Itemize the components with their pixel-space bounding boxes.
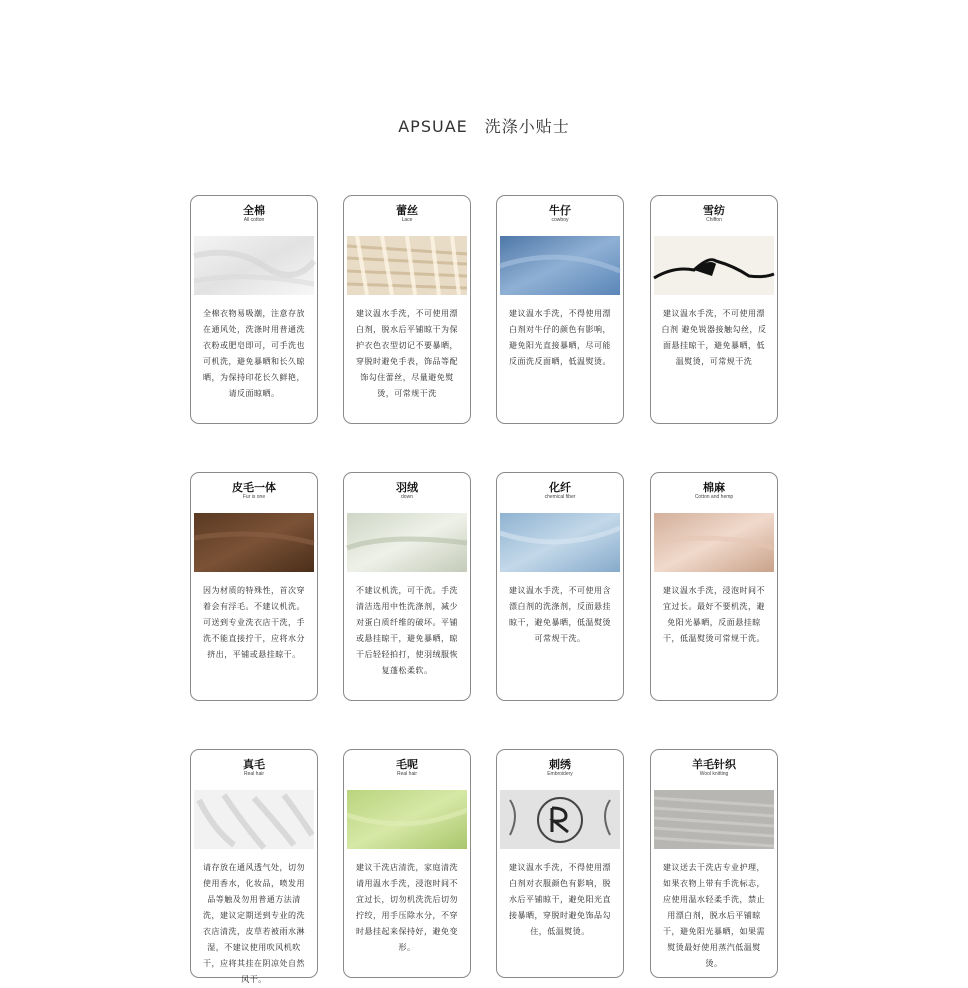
- card-en-name: Real hair: [396, 771, 417, 777]
- card-description: 全棉衣物易吸潮，注意存放在通风处，洗涤时用普通洗衣粉或肥皂即可，可手洗也可机洗，避免暴晒和长久晾晒，为保持印花长久鲜艳，请反面晾晒。: [203, 309, 305, 398]
- card-en-name: Embroidery: [547, 771, 573, 777]
- card-name: 羽绒: [396, 481, 418, 494]
- card-name: 羊毛针织: [692, 758, 736, 771]
- card-description: 不建议机洗，可干洗。手洗清洁选用中性洗涤剂，减少对蛋白质纤维的破坏。平铺或悬挂晾干，避免暴晒，晾干后轻轻拍打，使羽绒服恢复蓬松柔软。: [356, 586, 458, 675]
- card-denim: [496, 195, 624, 424]
- card-chemical-fiber: [496, 472, 624, 701]
- card-description: 请存放在通风透气处，切勿使用香水，化妆品，喷发用品等触及勿用普通方法清洗，建议定期送到专业的洗衣店清洗，皮草若被雨水淋湿，不建议使用吹风机吹干，应将其挂在阴凉处自然风干。: [203, 863, 305, 984]
- card-description: 因为材质的特殊性，首次穿着会有浮毛。不建议机洗。可送到专业洗衣店干洗，手洗不能直接拧干，应将水分挤出，平铺或悬挂晾干。: [203, 586, 305, 659]
- fabric-swatch-fur: [194, 513, 314, 572]
- card-cotton: [190, 195, 318, 424]
- card-name: 真毛: [243, 758, 265, 771]
- card-chiffon: [650, 195, 778, 424]
- card-wool-cloth: [343, 749, 471, 978]
- card-name: 皮毛一体: [232, 481, 276, 494]
- card-wool-knit: [650, 749, 778, 978]
- fabric-swatch-chiffon: [654, 236, 774, 295]
- card-description: 建议温水手洗，不可使用含漂白剂的洗涤剂，反面悬挂晾干，避免暴晒，低温熨烫可常规干洗。: [509, 586, 611, 643]
- card-name: 雪纺: [703, 204, 725, 217]
- card-description: 建议温水手洗，不可使用漂白剂，脱水后平铺晾干为保护衣色衣型切记不要暴晒，穿脱时避免手表，饰品等配饰勾住蕾丝，尽量避免熨烫，可常规干洗: [356, 309, 458, 398]
- card-name: 化纤: [549, 481, 571, 494]
- card-lace: [343, 195, 471, 424]
- card-embroidery: [496, 749, 624, 978]
- card-en-name: Cotton and hemp: [694, 494, 734, 500]
- fabric-swatch-denim: [500, 236, 620, 295]
- fabric-swatch-knit: [654, 790, 774, 849]
- card-en-name: cowboy: [551, 217, 569, 223]
- card-down: [343, 472, 471, 701]
- card-description: 建议温水手洗，不得使用漂白剂对牛仔的颜色有影响，避免阳光直接暴晒，尽可能反面洗反面晒，低温熨烫。: [509, 309, 611, 366]
- card-name: 毛呢: [396, 758, 418, 771]
- card-description: 建议温水手洗，不可使用漂白剂 避免锐器接触勾丝，反面悬挂晾干，避免暴晒，低温熨烫，可常规干洗: [661, 309, 767, 366]
- fabric-swatch-embroidery: [500, 790, 620, 849]
- card-description: 建议干洗店清洗，家庭清洗请用温水手洗，浸泡时间不宜过长，切勿机洗洗后切勿拧绞，用手压除水分，不穿时悬挂起来保持好，避免变形。: [356, 863, 458, 952]
- card-en-name: All cotton: [243, 217, 265, 223]
- fabric-swatch-cotton: [194, 236, 314, 295]
- card-description: 建议温水手洗，浸泡时间不宜过长。最好不要机洗，避免阳光暴晒，反面悬挂晾干，低温熨烫可常规干洗。: [663, 586, 765, 643]
- card-real-fur: [190, 749, 318, 984]
- card-en-name: chemical fiber: [544, 494, 576, 500]
- fabric-swatch-hemp: [654, 513, 774, 572]
- card-en-name: Wool knitting: [699, 771, 729, 777]
- card-en-name: Real hair: [243, 771, 264, 777]
- fabric-swatch-real-fur: [194, 790, 314, 849]
- card-en-name: Chiffon: [706, 217, 722, 223]
- card-name: 刺绣: [549, 758, 571, 771]
- card-en-name: Lace: [401, 217, 413, 223]
- card-description: 建议温水手洗，不得使用漂白剂对衣服颜色有影响，脱水后平铺晾干，避免阳光直接暴晒，穿脱时避免饰品勾住，低温熨烫。: [509, 863, 611, 936]
- card-name: 蕾丝: [396, 204, 418, 217]
- fabric-swatch-lace: [347, 236, 467, 295]
- card-name: 牛仔: [549, 204, 571, 217]
- card-name: 棉麻: [703, 481, 725, 494]
- fabric-swatch-down: [347, 513, 467, 572]
- card-en-name: down: [401, 494, 413, 500]
- fabric-swatch-fiber: [500, 513, 620, 572]
- fabric-swatch-wool-cloth: [347, 790, 467, 849]
- page-title: APSUAE 洗涤小贴士: [398, 117, 570, 136]
- card-name: 全棉: [243, 204, 265, 217]
- card-description: 建议送去干洗店专业护理，如果衣物上带有手洗标志，应使用温水轻柔手洗，禁止用漂白剂，脱水后平铺晾干，避免阳光暴晒，如果需熨烫最好使用蒸汽低温熨烫。: [663, 863, 765, 968]
- card-en-name: Fur is one: [242, 494, 266, 500]
- card-fur-one: [190, 472, 318, 701]
- card-cotton-hemp: [650, 472, 778, 701]
